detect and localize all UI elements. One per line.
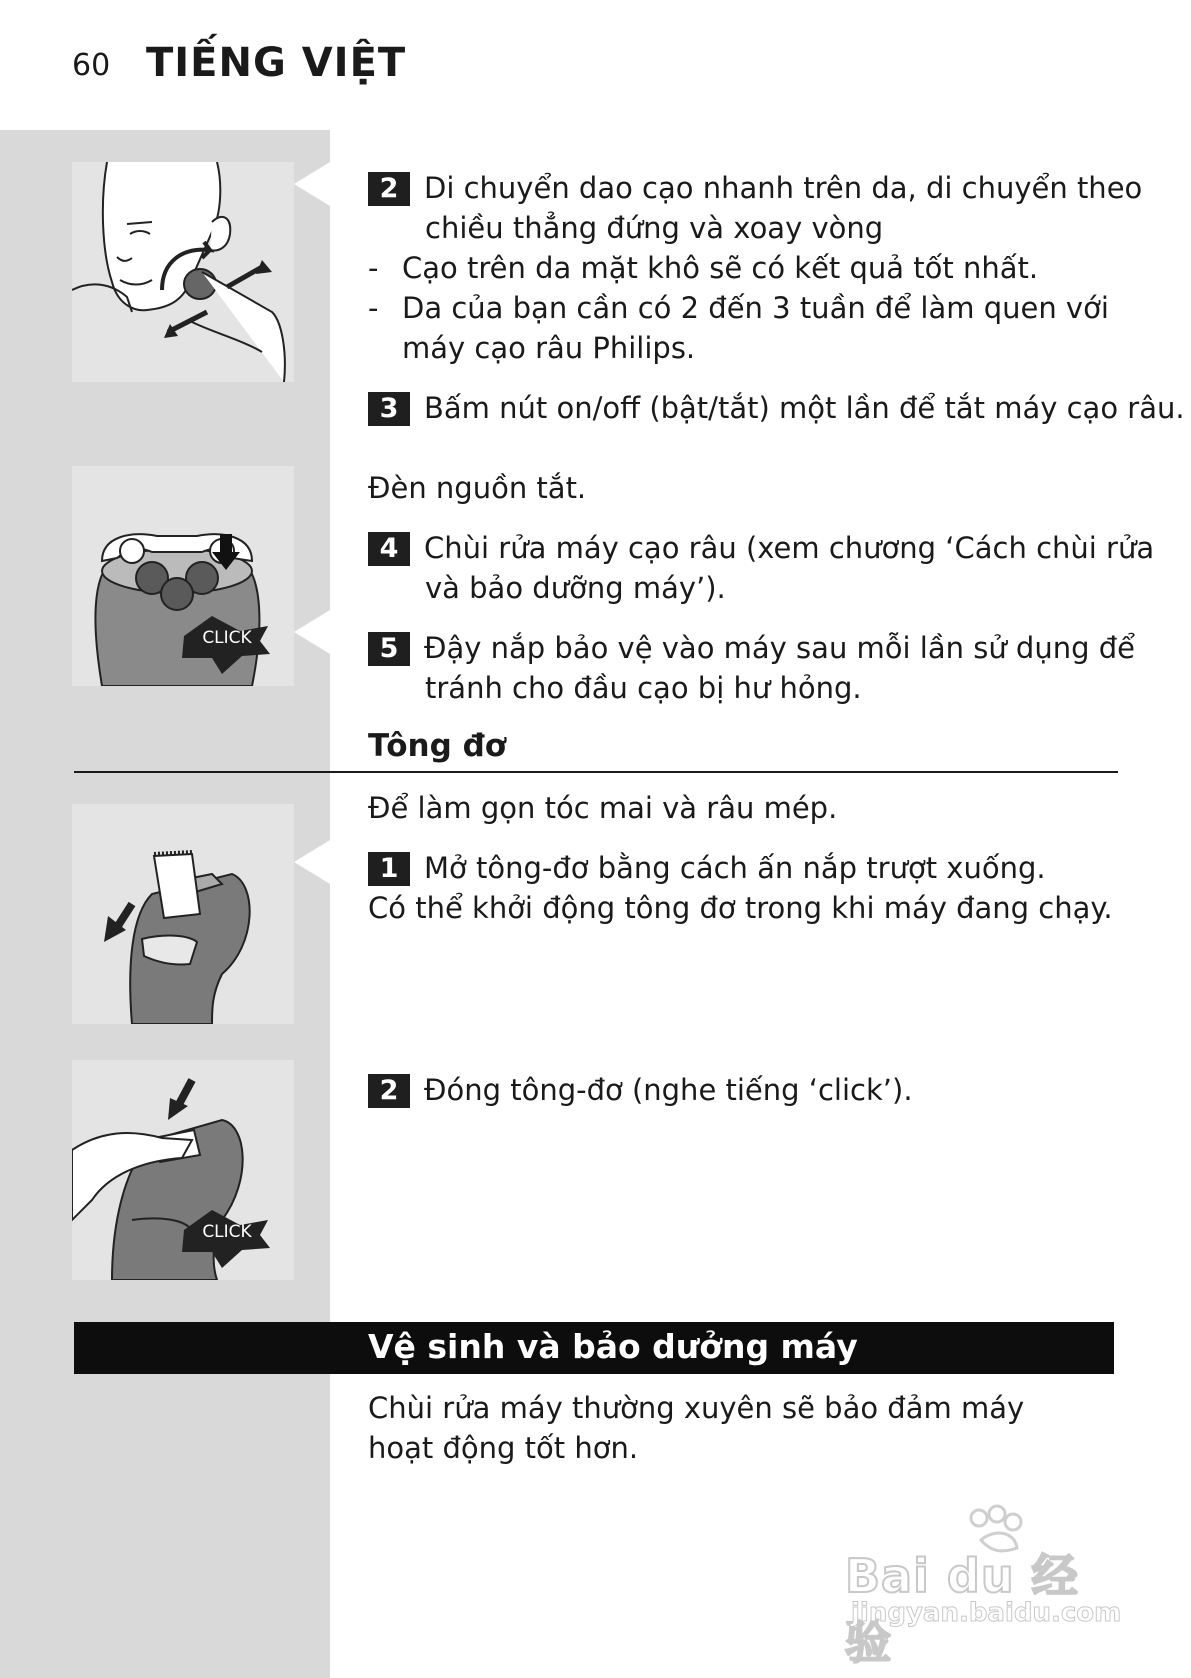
step-text: Chùi rửa máy cạo râu (xem chương ‘Cách chùi rửa và bảo dưỡng máy’). [424, 531, 1155, 605]
section-heading-cleaning [74, 1322, 1114, 1374]
baidu-watermark [845, 1500, 1125, 1669]
protection-cap-illustration [72, 466, 294, 686]
step-number: 2 [368, 1074, 410, 1108]
click-label: CLICK [202, 1222, 252, 1242]
shaving-step-4 [368, 528, 1185, 608]
shaving-step-5 [368, 628, 1185, 708]
step-3-result: Đèn nguồn tắt. [368, 471, 587, 505]
step-text: Mở tông-đơ bằng cách ấn nắp trượt xuống. [424, 851, 1046, 885]
step-text: Đậy nắp bảo vệ vào máy sau mỗi lần sử dụng để tránh cho đầu cạo bị hư hỏng. [424, 631, 1135, 705]
trimmer-step-2 [368, 1070, 1185, 1110]
section-divider [74, 771, 1118, 773]
shaving-step-3 [368, 388, 1185, 428]
trimmer-step-1 [368, 848, 1185, 888]
tip-item: - Cạo trên da mặt khô sẽ có kết quả tốt nhất. [368, 251, 1039, 285]
tip-item: - Da của bạn cần có 2 đến 3 tuần để làm quen với máy cạo râu Philips. [368, 291, 1109, 365]
section-heading-text: Vệ sinh và bảo dưởng máy [368, 1327, 858, 1366]
click-label: CLICK [202, 628, 252, 648]
page-title: TIẾNG VIỆT [146, 40, 407, 86]
face-shaving-illustration [72, 162, 294, 382]
step-text: Bấm nút on/off (bật/tắt) một lần để tắt máy cạo râu. [424, 391, 1185, 425]
figure-pointer [294, 610, 330, 654]
trimmer-close-illustration [72, 1060, 294, 1280]
watermark-brand: Bai du 经验 [845, 1549, 1079, 1669]
step-number: 2 [368, 172, 410, 206]
shaving-step-2 [368, 168, 1185, 248]
step-text: Đóng tông-đơ (nghe tiếng ‘click’). [424, 1073, 913, 1107]
trimmer-intro: Để làm gọn tóc mai và râu mép. [368, 791, 838, 825]
section-heading-trimmer: Tông đơ [368, 728, 507, 764]
tip-text: Cạo trên da mặt khô sẽ có kết quả tốt nhất. [402, 251, 1039, 285]
tip-text: Da của bạn cần có 2 đến 3 tuần để làm quen với máy cạo râu Philips. [402, 291, 1109, 365]
step-number: 3 [368, 392, 410, 426]
trimmer-step-1-note: Có thể khởi động tông đơ trong khi máy đang chạy. [368, 891, 1113, 925]
figure-pointer [294, 840, 330, 884]
step-number: 4 [368, 532, 410, 566]
cleaning-intro: Chùi rửa máy thường xuyên sẽ bảo đảm máy hoạt động tốt hơn. [368, 1391, 1025, 1465]
trimmer-open-illustration [72, 804, 294, 1024]
step-number: 1 [368, 852, 410, 886]
figure-pointer [294, 162, 330, 206]
watermark-url: jingyan.baidu.com [851, 1598, 1122, 1628]
page-number: 60 [72, 48, 111, 83]
step-text: Di chuyển dao cạo nhanh trên da, di chuyển theo chiều thẳng đứng và xoay vòng [424, 171, 1143, 245]
step-number: 5 [368, 632, 410, 666]
